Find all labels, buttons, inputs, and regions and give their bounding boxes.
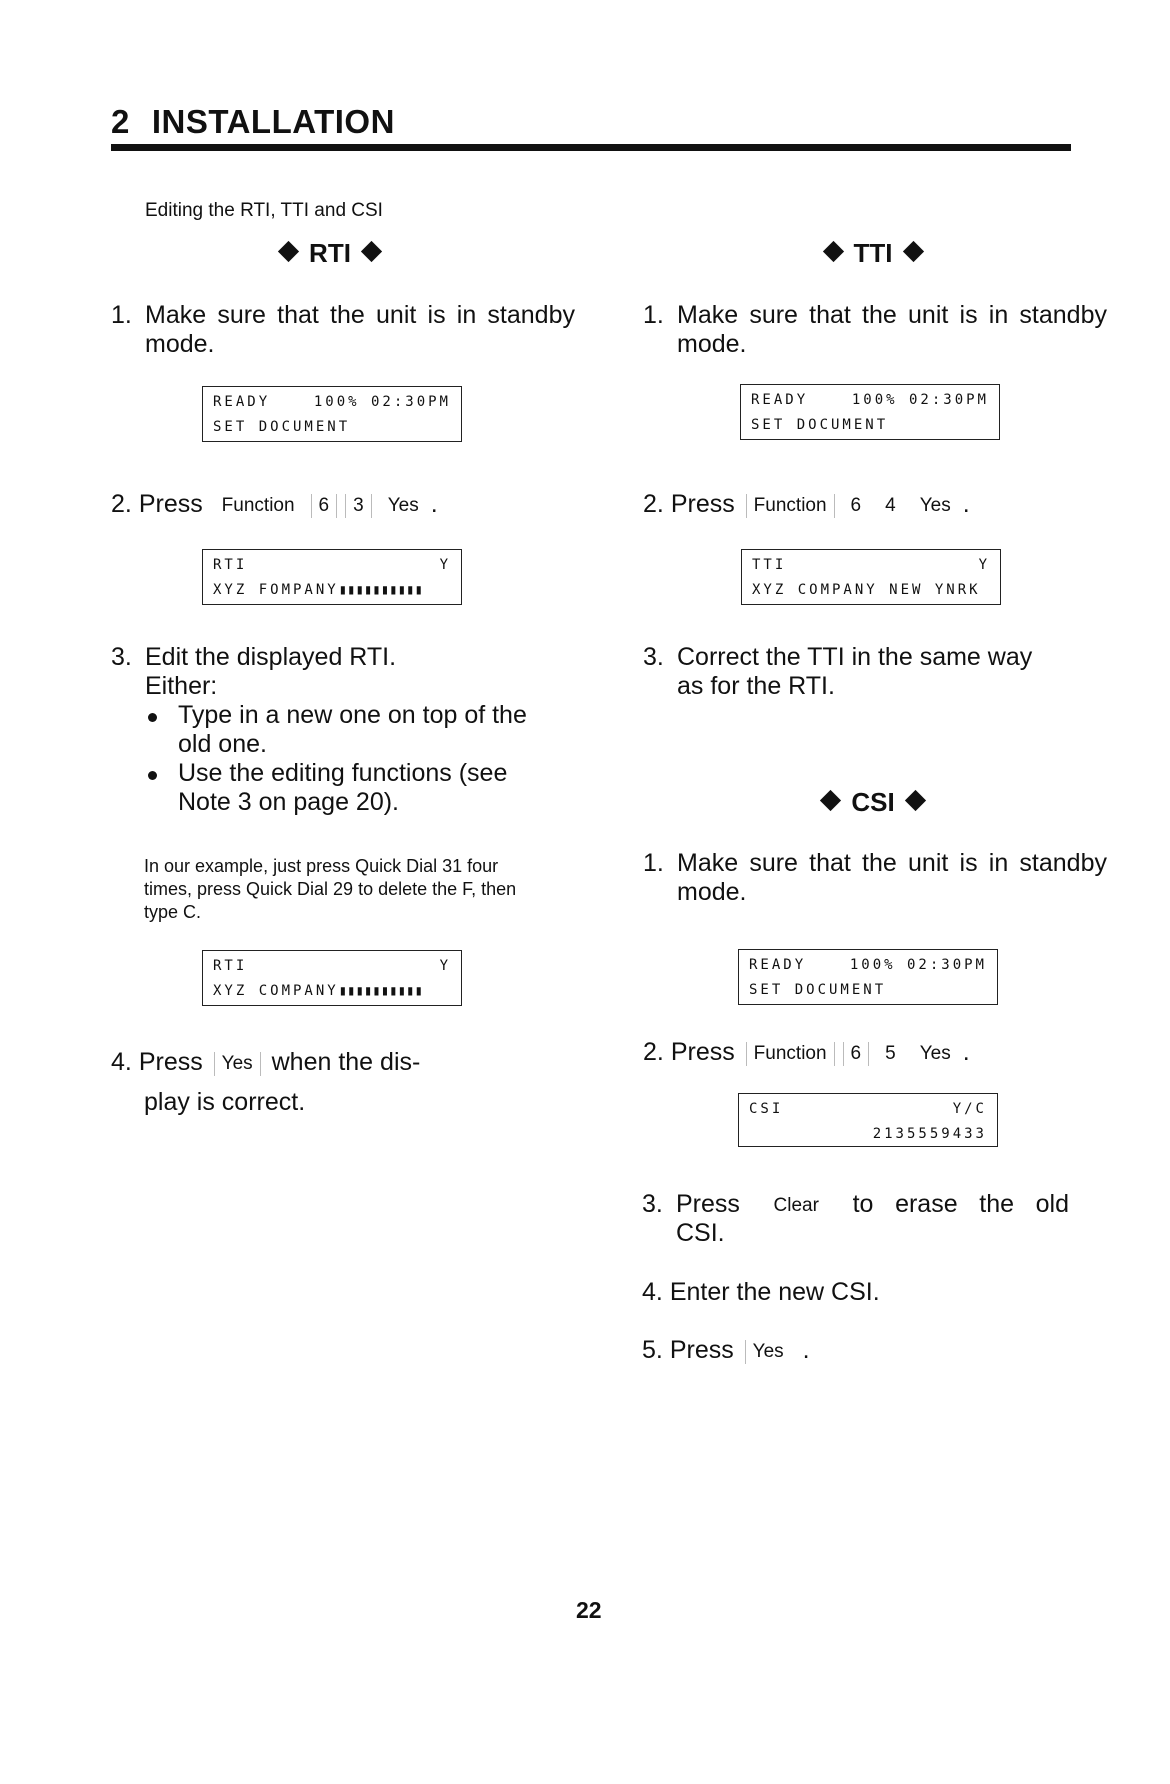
yes-key: Yes: [214, 1052, 261, 1076]
page-number: 22: [576, 1597, 602, 1623]
bullet-icon: [148, 771, 157, 780]
rti-example-note: In our example, just press Quick Dial 31 four times, press Quick Dial 29 to delete the F, then type C.: [144, 856, 517, 922]
rti-bullet-2: Use the editing functions (see Note 3 on page 20).: [178, 759, 548, 817]
tti-heading: TTI: [753, 238, 993, 269]
header-rule: [111, 144, 1071, 151]
csi-step-3: 3. Press Clear to erase the old: [642, 1190, 1069, 1218]
csi-step-4: 4. Enter the new CSI.: [642, 1278, 880, 1306]
tti-step-1: 1. Make sure that the unit is in standby mode.: [643, 301, 1107, 358]
diamond-icon: [820, 790, 841, 811]
csi-step-2: 2. Press Function 6 5 Yes .: [643, 1038, 970, 1066]
diamond-icon: [905, 790, 926, 811]
tti-step-2: 2. Press Function 6 4 Yes .: [643, 490, 970, 518]
function-key: Function: [746, 494, 835, 518]
csi-step-5: 5. Press Yes .: [642, 1336, 810, 1364]
yes-key: Yes: [745, 1340, 792, 1364]
rti-step-1: 1. Make sure that the unit is in standby mode.: [111, 301, 575, 358]
function-key: Function: [221, 495, 295, 516]
chapter-number: 2: [111, 103, 130, 140]
key-6: 6: [843, 1042, 870, 1066]
key-6: 6: [311, 494, 338, 518]
diamond-icon: [822, 241, 843, 262]
tti-lcd-current: TTI Y XYZ COMPANY NEW YNRK: [741, 549, 1001, 605]
key-5: 5: [885, 1043, 896, 1064]
csi-heading: CSI: [753, 787, 993, 818]
key-6: 6: [850, 495, 862, 516]
rti-heading: RTI: [210, 238, 450, 269]
diamond-icon: [278, 241, 299, 262]
bullet-icon: [148, 713, 157, 722]
diamond-icon: [902, 241, 923, 262]
csi-lcd-standby: READY 100% 02:30PM SET DOCUMENT: [738, 949, 998, 1005]
tti-step-3: 3. Correct the TTI in the same way as for the RTI.: [643, 643, 1033, 700]
rti-step-4-cont: play is correct.: [144, 1088, 306, 1116]
clear-key: Clear: [773, 1195, 819, 1216]
intro-text: Editing the RTI, TTI and CSI: [145, 200, 383, 221]
rti-step-4: 4. Press Yes when the dis-: [111, 1048, 421, 1076]
csi-step-3-cont: CSI.: [676, 1219, 725, 1247]
yes-key: Yes: [919, 1043, 951, 1064]
chapter-title: INSTALLATION: [151, 103, 395, 140]
chapter-heading: [111, 103, 395, 141]
rti-lcd-current: RTI Y XYZ FOMPANY▮▮▮▮▮▮▮▮▮▮: [202, 549, 462, 605]
rti-bullet-1: Type in a new one on top of the old one.: [178, 701, 548, 759]
csi-step-1: 1. Make sure that the unit is in standby mode.: [643, 849, 1107, 906]
rti-step-3: 3. Edit the displayed RTI. Either:: [111, 643, 397, 700]
csi-lcd-current: CSI Y/C 2135559433: [738, 1093, 998, 1147]
tti-lcd-standby: READY 100% 02:30PM SET DOCUMENT: [740, 384, 1000, 440]
yes-key: Yes: [387, 495, 419, 516]
rti-step-2: 2. Press Function 6 3 Yes .: [111, 490, 438, 518]
key-4: 4: [885, 495, 896, 516]
diamond-icon: [361, 241, 382, 262]
function-key: Function: [746, 1042, 835, 1066]
rti-lcd-standby: READY 100% 02:30PM SET DOCUMENT: [202, 386, 462, 442]
key-3: 3: [345, 494, 372, 518]
yes-key: Yes: [919, 495, 951, 516]
rti-lcd-edited: RTI Y XYZ COMPANY▮▮▮▮▮▮▮▮▮▮: [202, 950, 462, 1006]
